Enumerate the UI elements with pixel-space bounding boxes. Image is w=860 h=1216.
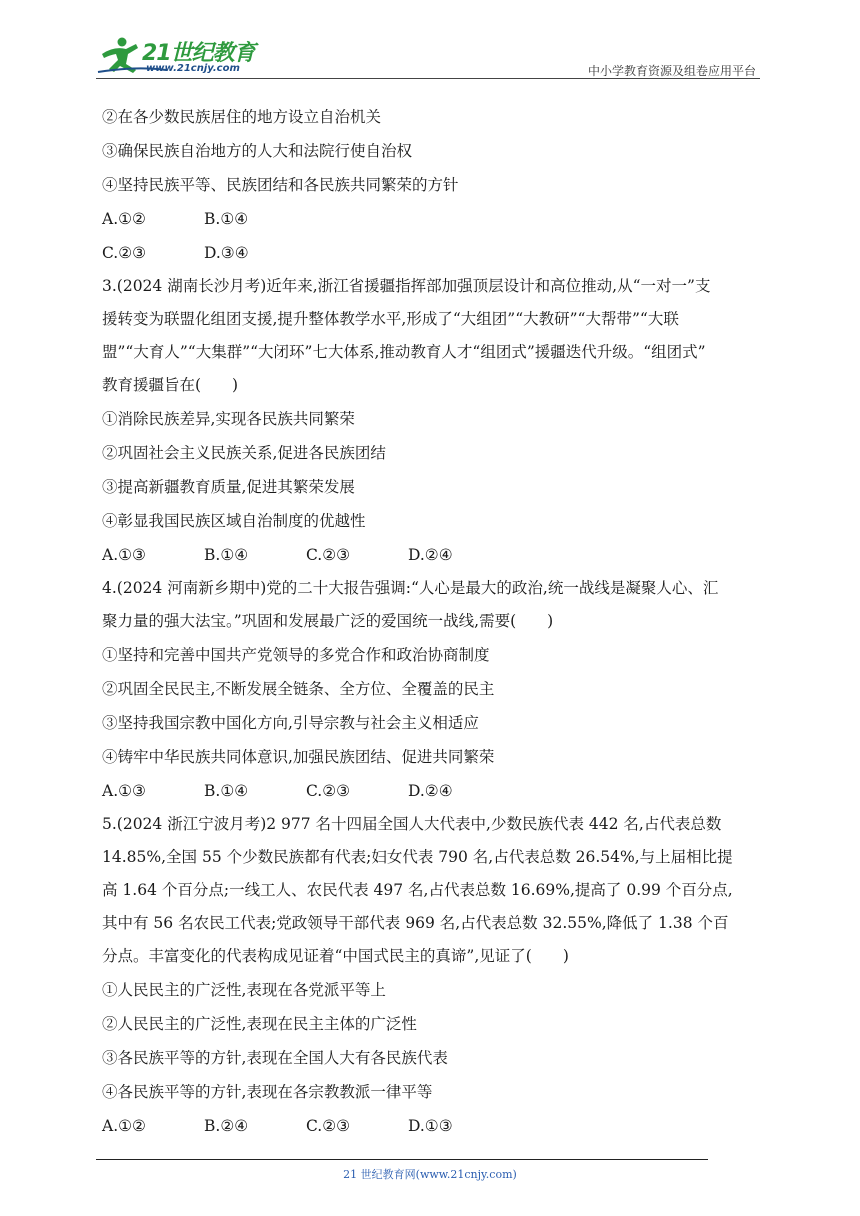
q5-item-1: ①人民民主的广泛性,表现在各党派平等上: [102, 981, 386, 999]
question-3-items: [102, 402, 766, 538]
q5-stem-line: 5.(2024 浙江宁波月考)2 977 名十四届全国人大代表中,少数民族代表 442 名,占代表总数: [102, 815, 722, 833]
q4-stem-line: 聚力量的强大法宝。”巩固和发展最广泛的爱国统一战线,需要( ): [102, 612, 554, 630]
question-4-items: [102, 638, 766, 774]
q3-option-a[interactable]: A.①③: [102, 546, 146, 564]
q4-item-3: ③坚持我国宗教中国化方向,引导宗教与社会主义相适应: [102, 714, 479, 732]
q3-stem-line: 3.(2024 湖南长沙月考)近年来,浙江省援疆指挥部加强顶层设计和高位推动,从“一对一”支: [102, 277, 711, 295]
q3-item-4: ④彰显我国民族区域自治制度的优越性: [102, 512, 366, 530]
q2-item-2: ②在各少数民族居住的地方设立自治机关: [102, 108, 382, 126]
q3-item-3: ③提高新疆教育质量,促进其繁荣发展: [102, 478, 355, 496]
q2-option-b[interactable]: B.①④: [204, 210, 249, 228]
footer-link[interactable]: 21 世纪教育网(www.21cnjy.com): [343, 1168, 517, 1181]
question-2-items: [102, 100, 766, 202]
q3-stem-line: 盟”“大育人”“大集群”“大闭环”七大体系,推动教育人才“组团式”援疆迭代升级。“组团式”: [102, 343, 706, 361]
q5-item-3: ③各民族平等的方针,表现在全国人大有各民族代表: [102, 1049, 448, 1067]
q4-item-4: ④铸牢中华民族共同体意识,加强民族团结、促进共同繁荣: [102, 748, 495, 766]
logo-text: 21世纪教育: [142, 41, 255, 66]
q5-option-b[interactable]: B.②④: [204, 1117, 249, 1135]
q3-item-2: ②巩固社会主义民族关系,促进各民族团结: [102, 444, 386, 462]
q5-options: [102, 1109, 766, 1143]
page-header: [96, 34, 756, 80]
header-divider: [96, 78, 760, 79]
footer-divider: [96, 1159, 708, 1160]
q5-stem-line: 分点。丰富变化的代表构成见证着“中国式民主的真谛”,见证了( ): [102, 947, 569, 965]
q5-stem-line: 其中有 56 名农民工代表;党政领导干部代表 969 名,占代表总数 32.55%,降低了 1.38 个百: [102, 914, 729, 932]
header-slogan: 中小学教育资源及组卷应用平台: [587, 64, 756, 78]
q4-option-c[interactable]: C.②③: [306, 782, 351, 800]
q5-item-2: ②人民民主的广泛性,表现在民主主体的广泛性: [102, 1015, 417, 1033]
site-logo[interactable]: [96, 34, 266, 78]
question-content: [102, 100, 766, 1143]
question-5-stem: [102, 808, 766, 973]
logo-url: www.21cnjy.com: [146, 63, 240, 74]
q2-option-c[interactable]: C.②③: [102, 244, 147, 262]
q4-option-a[interactable]: A.①③: [102, 782, 146, 800]
q3-option-b[interactable]: B.①④: [204, 546, 249, 564]
question-4-stem: [102, 572, 766, 638]
q5-option-a[interactable]: A.①②: [102, 1117, 146, 1135]
q5-stem-line: 高 1.64 个百分点;一线工人、农民代表 497 名,占代表总数 16.69%,提高了 0.99 个百分点,: [102, 881, 733, 899]
q4-stem-line: 4.(2024 河南新乡期中)党的二十大报告强调:“人心是最大的政治,统一战线是凝聚人心、汇: [102, 579, 719, 597]
q5-option-d[interactable]: D.①③: [408, 1117, 453, 1135]
q4-option-b[interactable]: B.①④: [204, 782, 249, 800]
q2-item-3: ③确保民族自治地方的人大和法院行使自治权: [102, 142, 413, 160]
q4-options: [102, 774, 766, 808]
q2-options-row-1: [102, 202, 766, 236]
q2-option-a[interactable]: A.①②: [102, 210, 146, 228]
q4-option-d[interactable]: D.②④: [408, 782, 453, 800]
q4-item-1: ①坚持和完善中国共产党领导的多党合作和政治协商制度: [102, 646, 490, 664]
q5-item-4: ④各民族平等的方针,表现在各宗教教派一律平等: [102, 1083, 433, 1101]
q4-item-2: ②巩固全民民主,不断发展全链条、全方位、全覆盖的民主: [102, 680, 495, 698]
q3-option-c[interactable]: C.②③: [306, 546, 351, 564]
q5-stem-line: 14.85%,全国 55 个少数民族都有代表;妇女代表 790 名,占代表总数 26.54%,与上届相比提: [102, 848, 733, 866]
question-5-items: [102, 973, 766, 1109]
question-3-stem: [102, 270, 766, 402]
q2-option-d[interactable]: D.③④: [204, 244, 249, 262]
q3-item-1: ①消除民族差异,实现各民族共同繁荣: [102, 410, 355, 428]
q3-option-d[interactable]: D.②④: [408, 546, 453, 564]
q3-stem-line: 教育援疆旨在( ): [102, 376, 239, 394]
q2-options-row-2: [102, 236, 766, 270]
q3-options: [102, 538, 766, 572]
q5-option-c[interactable]: C.②③: [306, 1117, 351, 1135]
q2-item-4: ④坚持民族平等、民族团结和各民族共同繁荣的方针: [102, 176, 459, 194]
q3-stem-line: 援转变为联盟化组团支援,提升整体教学水平,形成了“大组团”“大教研”“大帮带”“大联: [102, 310, 679, 328]
